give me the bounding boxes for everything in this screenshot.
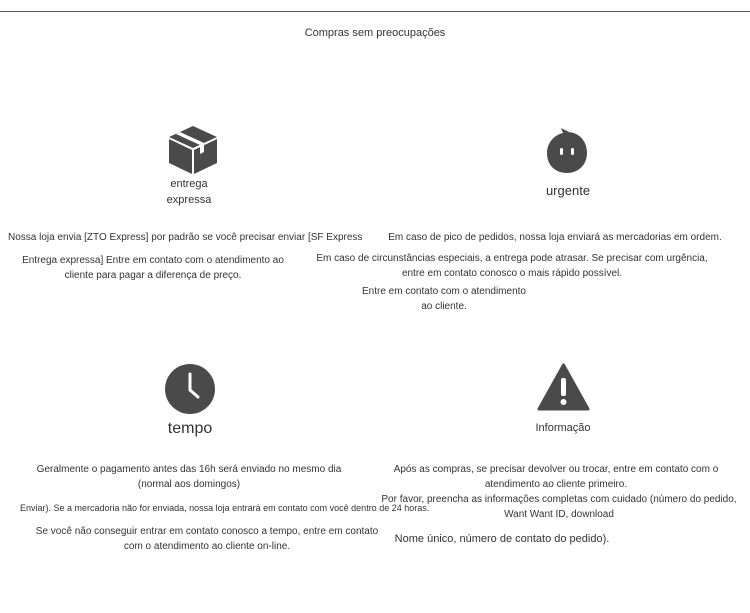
info-label: Informação: [535, 422, 591, 434]
urgent-line-3: Entre em contato com o atendimento ao cliente.: [362, 286, 526, 312]
time-label: tempo: [167, 420, 213, 437]
top-divider: [0, 11, 750, 12]
chat-bubble-icon: [545, 128, 589, 174]
info-line-1: Após as compras, se precisar devolver ou trocar, entre em contato com o atendimento ao cliente primeiro.: [393, 464, 719, 490]
delivery-line-2: Entrega expressa] Entre em contato com o atendimento ao cliente para pagar a diferença de preço.: [22, 255, 284, 281]
delivery-line-1: Nossa loja envia [ZTO Express] por padrão se você precisar enviar [SF Express: [8, 232, 363, 243]
info-line-3: Nome único, número de contato do pedido).: [394, 533, 610, 545]
urgent-line-1: Em caso de pico de pedidos, nossa loja enviará as mercadorias em ordem.: [388, 232, 722, 243]
page-heading: Compras sem preocupações: [304, 27, 446, 39]
urgent-label: urgente: [545, 183, 591, 198]
time-line-1: Geralmente o pagamento antes das 16h será enviado no mesmo dia (normal aos domingos): [36, 464, 342, 490]
delivery-label: entrega expressa: [166, 178, 212, 206]
time-line-2: Enviar). Se a mercadoria não for enviada, nossa loja entrará em contato com você dentro de 24 horas.: [20, 503, 430, 513]
clock-icon: [165, 364, 215, 414]
time-line-3: Se você não conseguir entrar em contato conosco a tempo, entre em contato com o atendimento ao cliente on-line.: [35, 526, 379, 552]
urgent-line-2: Em caso de circunstâncias especiais, a entrega pode atrasar. Se precisar com urgência, entre em contato conosco o mais rápido possível.: [316, 253, 708, 279]
warning-icon: [537, 363, 590, 412]
info-line-2: Por favor, preencha as informações completas com cuidado (número do pedido, Want Want ID, download: [381, 494, 737, 520]
box-icon: [168, 124, 219, 175]
